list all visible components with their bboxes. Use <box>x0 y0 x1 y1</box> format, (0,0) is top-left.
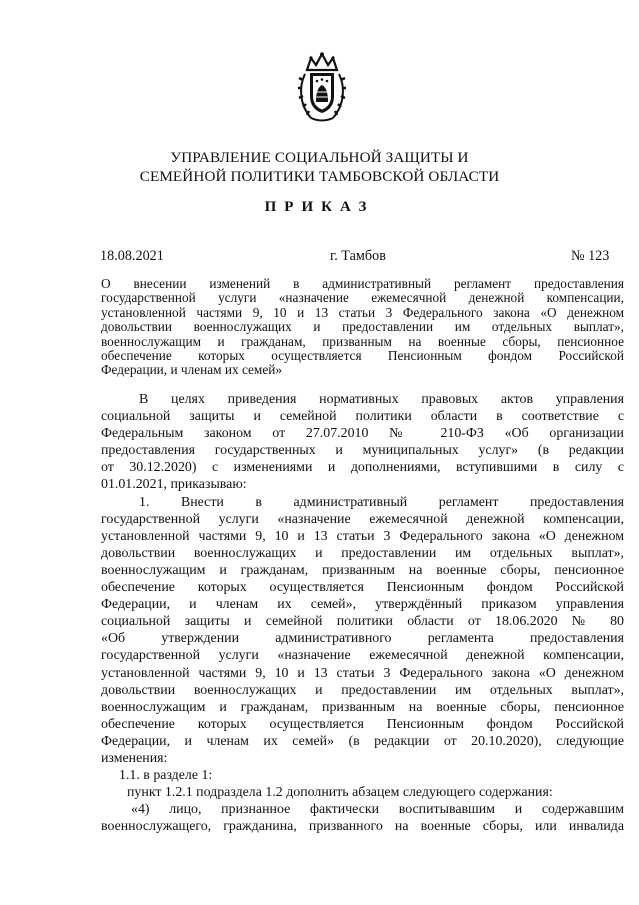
body-line: обеспечение которых осуществляется Пенсионным фондом Российской <box>101 716 624 732</box>
body-line: установленной частями 9, 10 и 13 статьи 3 Федерального закона «О денежном <box>101 665 624 681</box>
body-line: Федерации, и членам их семей», утверждённый приказом управления <box>101 597 624 613</box>
subject-line: государственной услуги «назначение ежемесячной денежной компенсации, <box>101 291 624 306</box>
body-line: Федерации, и членам их семей» (в редакции от 20.10.2020), следующие <box>101 733 624 749</box>
body-line: 1.1. в разделе 1: <box>119 768 213 784</box>
tambov-coat-of-arms-emblem <box>297 52 347 124</box>
body-line: 01.01.2021, приказываю: <box>101 477 247 493</box>
subject-line: военнослужащим и гражданам, призванным на военные сборы, пенсионное <box>101 334 624 349</box>
subject-line: О внесении изменений в административный регламент предоставления <box>101 277 624 291</box>
body-line: военнослужащего, гражданина, призванного на военные сборы, или инвалида <box>101 819 624 835</box>
org-line-1: УПРАВЛЕНИЕ СОЦИАЛЬНОЙ ЗАЩИТЫ И <box>170 149 469 166</box>
body-line: обеспечение которых осуществляется Пенсионным фондом Российской <box>101 580 624 596</box>
organization-name <box>0 148 639 186</box>
body-line: пункт 1.2.1 подраздела 1.2 дополнить абзацем следующего содержания: <box>127 785 553 801</box>
subject-line: установленной частями 9, 10 и 13 статьи 3 Федерального закона «О денежном <box>101 305 624 320</box>
org-line-2: СЕМЕЙНОЙ ПОЛИТИКИ ТАМБОВСКОЙ ОБЛАСТИ <box>139 168 500 185</box>
body-line: от 30.12.2020) с изменениями и дополнениями, вступившими в силу с <box>101 460 624 476</box>
document-number: № 123 <box>571 248 610 264</box>
body-line: «Об утверждении административного регламента предоставления <box>101 631 624 647</box>
body-line: военнослужащим и гражданам, призванным на военные сборы, пенсионное <box>101 562 624 578</box>
subject-line: Федерации, и членам их семей» <box>101 363 283 378</box>
body-line: изменения: <box>101 750 168 766</box>
body-line: социальной защиты и семейной политики области в соответствие с <box>101 409 624 425</box>
body-line: Федеральным законом от 27.07.2010 № 210-ФЗ «Об организации <box>101 426 624 442</box>
document-date: 18.08.2021 <box>100 248 164 264</box>
body-line: «4) лицо, признанное фактически воспитывавшим и содержавшим <box>131 802 624 818</box>
body-line: установленной частями 9, 10 и 13 статьи 3 Федерального закона «О денежном <box>101 528 624 544</box>
subject-line: довольствии военнослужащих и предоставлении им отдельных выплат», <box>101 320 624 335</box>
body-line: довольствии военнослужащих и предоставлении им отдельных выплат», <box>101 545 624 561</box>
document-type-title: ПРИКАЗ <box>264 199 375 215</box>
body-line: военнослужащим и гражданам, призванным на военные сборы, пенсионное <box>101 699 624 715</box>
body-line: государственной услуги «назначение ежемесячной денежной компенсации, <box>101 511 624 527</box>
document-body <box>101 391 624 835</box>
body-line: предоставления государственных и муниципальных услуг» (в редакции <box>101 443 624 459</box>
body-line: 1. Внести в административный регламент предоставления <box>139 494 624 510</box>
document-city: г. Тамбов <box>330 248 386 264</box>
body-line: социальной защиты и семейной политики области от 18.06.2020 № 80 <box>101 614 624 630</box>
body-line: В целях приведения нормативных правовых актов управления <box>139 392 624 407</box>
subject-line: обеспечение которых осуществляется Пенсионным фондом Российской <box>101 348 624 363</box>
document-subject <box>101 277 624 378</box>
body-line: довольствии военнослужащих и предоставлении им отдельных выплат», <box>101 682 624 698</box>
body-line: государственной услуги «назначение ежемесячной денежной компенсации, <box>101 648 624 664</box>
